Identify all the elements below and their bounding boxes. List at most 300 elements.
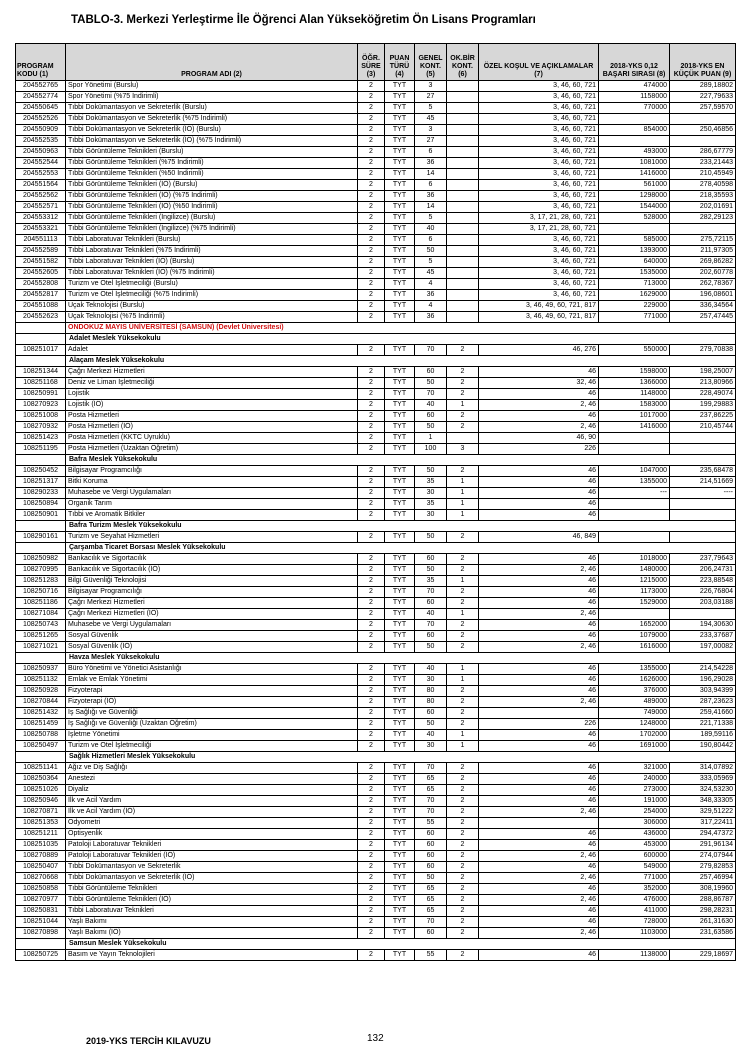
program-name-cell: Posta Hizmetleri xyxy=(66,411,358,422)
general-quota-cell: 65 xyxy=(415,895,447,906)
success-rank-cell: 1598000 xyxy=(599,367,670,378)
success-rank-cell: 1355000 xyxy=(599,477,670,488)
general-quota-cell: 70 xyxy=(415,587,447,598)
min-score-cell: 202,60778 xyxy=(670,268,736,279)
table-row xyxy=(16,180,736,191)
extra-quota-cell xyxy=(447,125,479,136)
table-row xyxy=(16,224,736,235)
table-row xyxy=(16,466,736,477)
duration-cell: 2 xyxy=(358,290,385,301)
table-row xyxy=(16,367,736,378)
general-quota-cell: 50 xyxy=(415,378,447,389)
program-name-cell: Patoloji Laboratuvar Teknikleri (İÖ) xyxy=(66,851,358,862)
general-quota-cell: 50 xyxy=(415,565,447,576)
duration-cell: 2 xyxy=(358,642,385,653)
conditions-cell: 2, 46 xyxy=(479,807,599,818)
program-name-cell: Deniz ve Liman İşletmeciliği xyxy=(66,378,358,389)
general-quota-cell: 30 xyxy=(415,675,447,686)
min-score-cell xyxy=(670,510,736,521)
table-row xyxy=(16,565,736,576)
general-quota-cell: 60 xyxy=(415,411,447,422)
conditions-cell: 3, 46, 60, 721 xyxy=(479,191,599,202)
score-type-cell: TYT xyxy=(385,697,415,708)
table-row xyxy=(16,763,736,774)
empty-code-cell xyxy=(16,334,66,345)
score-type-cell: TYT xyxy=(385,807,415,818)
success-rank-cell: 273000 xyxy=(599,785,670,796)
program-name-cell: Muhasebe ve Vergi Uygulamaları xyxy=(66,620,358,631)
extra-quota-cell xyxy=(447,433,479,444)
duration-cell: 2 xyxy=(358,576,385,587)
conditions-cell: 46, 849 xyxy=(479,532,599,543)
score-type-cell: TYT xyxy=(385,906,415,917)
success-rank-cell: 1616000 xyxy=(599,642,670,653)
program-code-cell: 108251008 xyxy=(16,411,66,422)
min-score-cell: 211,97305 xyxy=(670,246,736,257)
general-quota-cell: 50 xyxy=(415,873,447,884)
duration-cell: 2 xyxy=(358,609,385,620)
score-type-cell: TYT xyxy=(385,279,415,290)
program-name-cell: Bankacılık ve Sigortacılık (İÖ) xyxy=(66,565,358,576)
conditions-cell: 46 xyxy=(479,862,599,873)
header-program-code: PROGRAM KODU (1) xyxy=(16,44,66,81)
school-name: Bafra Turizm Meslek Yüksekokulu xyxy=(66,521,736,532)
duration-cell: 2 xyxy=(358,532,385,543)
table-row xyxy=(16,499,736,510)
table-row xyxy=(16,906,736,917)
duration-cell: 2 xyxy=(358,103,385,114)
general-quota-cell: 65 xyxy=(415,906,447,917)
extra-quota-cell: 2 xyxy=(447,686,479,697)
success-rank-cell xyxy=(599,114,670,125)
duration-cell: 2 xyxy=(358,862,385,873)
success-rank-cell: 352000 xyxy=(599,884,670,895)
conditions-cell: 3, 17, 21, 28, 60, 721 xyxy=(479,213,599,224)
table-row xyxy=(16,862,736,873)
success-rank-cell: 771000 xyxy=(599,312,670,323)
program-name-cell: İlk ve Acil Yardım (İÖ) xyxy=(66,807,358,818)
table-row xyxy=(16,851,736,862)
min-score-cell: 210,45949 xyxy=(670,169,736,180)
success-rank-cell: 1017000 xyxy=(599,411,670,422)
min-score-cell: 199,29883 xyxy=(670,400,736,411)
min-score-cell: 206,24731 xyxy=(670,565,736,576)
program-code-cell: 108250725 xyxy=(16,950,66,961)
score-type-cell: TYT xyxy=(385,928,415,939)
duration-cell: 2 xyxy=(358,697,385,708)
conditions-cell: 46 xyxy=(479,840,599,851)
success-rank-cell: 1158000 xyxy=(599,92,670,103)
program-code-cell: 204552562 xyxy=(16,191,66,202)
table-row xyxy=(16,246,736,257)
program-code-cell: 108270871 xyxy=(16,807,66,818)
score-type-cell: TYT xyxy=(385,477,415,488)
program-name-cell: İlk ve Acil Yardım xyxy=(66,796,358,807)
min-score-cell: 213,80966 xyxy=(670,378,736,389)
conditions-cell: 3, 46, 49, 60, 721, 817 xyxy=(479,301,599,312)
success-rank-cell: 1544000 xyxy=(599,202,670,213)
min-score-cell: 279,82853 xyxy=(670,862,736,873)
program-name-cell: Tıbbi Görüntüleme Teknikleri (İÖ) (Burslu) xyxy=(66,180,358,191)
program-code-cell: 108251211 xyxy=(16,829,66,840)
extra-quota-cell xyxy=(447,158,479,169)
school-name: Samsun Meslek Yüksekokulu xyxy=(66,939,736,950)
program-code-cell: 108250991 xyxy=(16,389,66,400)
success-rank-cell: 1416000 xyxy=(599,422,670,433)
extra-quota-cell xyxy=(447,136,479,147)
general-quota-cell: 55 xyxy=(415,818,447,829)
duration-cell: 2 xyxy=(358,796,385,807)
score-type-cell: TYT xyxy=(385,741,415,752)
score-type-cell: TYT xyxy=(385,642,415,653)
school-name: Havza Meslek Yüksekokulu xyxy=(66,653,736,664)
program-code-cell: 108270668 xyxy=(16,873,66,884)
program-code-cell: 204552535 xyxy=(16,136,66,147)
program-name-cell: Adalet xyxy=(66,345,358,356)
table-header-row xyxy=(16,44,736,81)
conditions-cell: 46 xyxy=(479,411,599,422)
duration-cell: 2 xyxy=(358,92,385,103)
score-type-cell: TYT xyxy=(385,719,415,730)
extra-quota-cell: 2 xyxy=(447,411,479,422)
program-name-cell: Ağız ve Diş Sağlığı xyxy=(66,763,358,774)
duration-cell: 2 xyxy=(358,180,385,191)
program-code-cell: 108251432 xyxy=(16,708,66,719)
general-quota-cell: 40 xyxy=(415,730,447,741)
score-type-cell: TYT xyxy=(385,345,415,356)
program-code-cell: 204553312 xyxy=(16,213,66,224)
extra-quota-cell xyxy=(447,213,479,224)
success-rank-cell: 1047000 xyxy=(599,466,670,477)
score-type-cell: TYT xyxy=(385,213,415,224)
conditions-cell xyxy=(479,818,599,829)
duration-cell: 2 xyxy=(358,477,385,488)
table-row xyxy=(16,378,736,389)
conditions-cell: 3, 46, 60, 721 xyxy=(479,103,599,114)
program-code-cell: 108251317 xyxy=(16,477,66,488)
general-quota-cell: 4 xyxy=(415,301,447,312)
table-row xyxy=(16,686,736,697)
program-code-cell: 108251035 xyxy=(16,840,66,851)
min-score-cell xyxy=(670,433,736,444)
min-score-cell: 324,53230 xyxy=(670,785,736,796)
table-row xyxy=(16,642,736,653)
table-row xyxy=(16,268,736,279)
extra-quota-cell: 2 xyxy=(447,598,479,609)
program-name-cell: Lojistik xyxy=(66,389,358,400)
general-quota-cell: 55 xyxy=(415,950,447,961)
extra-quota-cell xyxy=(447,257,479,268)
table-row xyxy=(16,873,736,884)
program-name-cell: Bilgi Güvenliği Teknolojisi xyxy=(66,576,358,587)
duration-cell: 2 xyxy=(358,631,385,642)
score-type-cell: TYT xyxy=(385,565,415,576)
duration-cell: 2 xyxy=(358,433,385,444)
success-rank-cell: 1535000 xyxy=(599,268,670,279)
program-name-cell: Spor Yönetimi (%75 İndirimli) xyxy=(66,92,358,103)
extra-quota-cell: 2 xyxy=(447,466,479,477)
program-name-cell: Çağrı Merkezi Hizmetleri xyxy=(66,367,358,378)
general-quota-cell: 5 xyxy=(415,213,447,224)
program-name-cell: Diyaliz xyxy=(66,785,358,796)
program-code-cell: 108250497 xyxy=(16,741,66,752)
header-extra-quota: OK.BİR KONT. (6) xyxy=(447,44,479,81)
extra-quota-cell xyxy=(447,191,479,202)
table-row xyxy=(16,169,736,180)
table-row xyxy=(16,829,736,840)
table-row xyxy=(16,807,736,818)
duration-cell: 2 xyxy=(358,598,385,609)
duration-cell: 2 xyxy=(358,136,385,147)
table-row xyxy=(16,697,736,708)
extra-quota-cell: 1 xyxy=(447,576,479,587)
program-name-cell: Turizm ve Seyahat Hizmetleri xyxy=(66,532,358,543)
duration-cell: 2 xyxy=(358,268,385,279)
score-type-cell: TYT xyxy=(385,587,415,598)
program-code-cell: 108251353 xyxy=(16,818,66,829)
min-score-cell: 231,63586 xyxy=(670,928,736,939)
program-name-cell: Spor Yönetimi (Burslu) xyxy=(66,81,358,92)
duration-cell: 2 xyxy=(358,279,385,290)
success-rank-cell: 1691000 xyxy=(599,741,670,752)
duration-cell: 2 xyxy=(358,785,385,796)
general-quota-cell: 60 xyxy=(415,829,447,840)
program-code-cell: 204552589 xyxy=(16,246,66,257)
program-name-cell: Tıbbi Laboratuvar Teknikleri (Burslu) xyxy=(66,235,358,246)
duration-cell: 2 xyxy=(358,906,385,917)
conditions-cell: 46 xyxy=(479,477,599,488)
score-type-cell: TYT xyxy=(385,598,415,609)
general-quota-cell: 50 xyxy=(415,246,447,257)
program-name-cell: Tıbbi Dokümantasyon ve Sekreterlik xyxy=(66,862,358,873)
general-quota-cell: 100 xyxy=(415,444,447,455)
program-name-cell: İş Sağlığı ve Güvenliği (Uzaktan Öğretim) xyxy=(66,719,358,730)
min-score-cell: 194,30630 xyxy=(670,620,736,631)
duration-cell: 2 xyxy=(358,389,385,400)
program-code-cell: 108251344 xyxy=(16,367,66,378)
duration-cell: 2 xyxy=(358,125,385,136)
success-rank-cell: 474000 xyxy=(599,81,670,92)
score-type-cell: TYT xyxy=(385,950,415,961)
score-type-cell: TYT xyxy=(385,796,415,807)
duration-cell: 2 xyxy=(358,719,385,730)
program-code-cell: 108290161 xyxy=(16,532,66,543)
program-code-cell: 108251186 xyxy=(16,598,66,609)
duration-cell: 2 xyxy=(358,895,385,906)
table-row xyxy=(16,675,736,686)
program-name-cell: Fizyoterapi xyxy=(66,686,358,697)
program-name-cell: Tıbbi Laboratuvar Teknikleri (İÖ) (%75 İndirimli) xyxy=(66,268,358,279)
program-name-cell: Tıbbi Görüntüleme Teknikleri (İngilizce) (%75 İndirimli) xyxy=(66,224,358,235)
extra-quota-cell: 2 xyxy=(447,554,479,565)
success-rank-cell: 749000 xyxy=(599,708,670,719)
success-rank-cell: 1416000 xyxy=(599,169,670,180)
success-rank-cell: 1148000 xyxy=(599,389,670,400)
general-quota-cell: 80 xyxy=(415,697,447,708)
conditions-cell: 3, 46, 60, 721 xyxy=(479,202,599,213)
success-rank-cell: 1079000 xyxy=(599,631,670,642)
conditions-cell: 3, 46, 60, 721 xyxy=(479,158,599,169)
score-type-cell: TYT xyxy=(385,488,415,499)
min-score-cell: 196,08601 xyxy=(670,290,736,301)
duration-cell: 2 xyxy=(358,367,385,378)
min-score-cell: 233,37687 xyxy=(670,631,736,642)
duration-cell: 2 xyxy=(358,246,385,257)
conditions-cell: 3, 46, 60, 721 xyxy=(479,257,599,268)
general-quota-cell: 60 xyxy=(415,862,447,873)
success-rank-cell: 1393000 xyxy=(599,246,670,257)
general-quota-cell: 3 xyxy=(415,125,447,136)
conditions-cell: 2, 46 xyxy=(479,642,599,653)
table-row xyxy=(16,818,736,829)
min-score-cell: 298,28231 xyxy=(670,906,736,917)
min-score-cell: 269,86282 xyxy=(670,257,736,268)
extra-quota-cell: 2 xyxy=(447,708,479,719)
duration-cell: 2 xyxy=(358,169,385,180)
table-row xyxy=(16,345,736,356)
program-code-cell: 108251459 xyxy=(16,719,66,730)
min-score-cell: 198,25007 xyxy=(670,367,736,378)
general-quota-cell: 36 xyxy=(415,191,447,202)
program-name-cell: Tıbbi Laboratuvar Teknikleri (İÖ) (Burslu) xyxy=(66,257,358,268)
duration-cell: 2 xyxy=(358,565,385,576)
program-code-cell: 108251026 xyxy=(16,785,66,796)
score-type-cell: TYT xyxy=(385,92,415,103)
min-score-cell: 274,07944 xyxy=(670,851,736,862)
program-code-cell: 204550963 xyxy=(16,147,66,158)
duration-cell: 2 xyxy=(358,818,385,829)
extra-quota-cell xyxy=(447,246,479,257)
program-code-cell: 108250894 xyxy=(16,499,66,510)
program-name-cell: Uçak Teknolojisi (%75 İndirimli) xyxy=(66,312,358,323)
general-quota-cell: 40 xyxy=(415,664,447,675)
school-name: Alaçam Meslek Yüksekokulu xyxy=(66,356,736,367)
extra-quota-cell: 2 xyxy=(447,763,479,774)
duration-cell: 2 xyxy=(358,345,385,356)
conditions-cell: 3, 46, 60, 721 xyxy=(479,114,599,125)
extra-quota-cell: 2 xyxy=(447,532,479,543)
score-type-cell: TYT xyxy=(385,499,415,510)
duration-cell: 2 xyxy=(358,554,385,565)
duration-cell: 2 xyxy=(358,114,385,125)
duration-cell: 2 xyxy=(358,774,385,785)
duration-cell: 2 xyxy=(358,587,385,598)
min-score-cell: 226,76804 xyxy=(670,587,736,598)
university-name: ONDOKUZ MAYIS ÜNİVERSİTESİ (SAMSUN) (Devlet Üniversitesi) xyxy=(66,323,736,334)
program-name-cell: Anestezi xyxy=(66,774,358,785)
program-code-cell: 108251017 xyxy=(16,345,66,356)
duration-cell: 2 xyxy=(358,466,385,477)
table-row xyxy=(16,917,736,928)
min-score-cell: 278,40598 xyxy=(670,180,736,191)
min-score-cell xyxy=(670,532,736,543)
conditions-cell: 46 xyxy=(479,554,599,565)
conditions-cell: 46, 276 xyxy=(479,345,599,356)
general-quota-cell: 45 xyxy=(415,268,447,279)
table-row xyxy=(16,136,736,147)
program-name-cell: İş Sağlığı ve Güvenliği xyxy=(66,708,358,719)
min-score-cell: 223,88548 xyxy=(670,576,736,587)
success-rank-cell: 436000 xyxy=(599,829,670,840)
score-type-cell: TYT xyxy=(385,554,415,565)
score-type-cell: TYT xyxy=(385,158,415,169)
score-type-cell: TYT xyxy=(385,444,415,455)
header-conditions: ÖZEL KOŞUL VE AÇIKLAMALAR (7) xyxy=(479,44,599,81)
extra-quota-cell: 2 xyxy=(447,565,479,576)
score-type-cell: TYT xyxy=(385,202,415,213)
min-score-cell: 196,29028 xyxy=(670,675,736,686)
extra-quota-cell xyxy=(447,92,479,103)
extra-quota-cell: 1 xyxy=(447,609,479,620)
extra-quota-cell xyxy=(447,114,479,125)
success-rank-cell: 1702000 xyxy=(599,730,670,741)
general-quota-cell: 70 xyxy=(415,796,447,807)
success-rank-cell: 1173000 xyxy=(599,587,670,598)
score-type-cell: TYT xyxy=(385,532,415,543)
success-rank-cell: 1298000 xyxy=(599,191,670,202)
extra-quota-cell: 2 xyxy=(447,587,479,598)
conditions-cell: 46 xyxy=(479,631,599,642)
table-row xyxy=(16,477,736,488)
conditions-cell: 2, 46 xyxy=(479,895,599,906)
program-name-cell: Patoloji Laboratuvar Teknikleri xyxy=(66,840,358,851)
extra-quota-cell: 2 xyxy=(447,631,479,642)
program-name-cell: Tıbbi Dokümantasyon ve Sekreterlik (İÖ) xyxy=(66,873,358,884)
table-body xyxy=(16,81,736,961)
success-rank-cell: 229000 xyxy=(599,301,670,312)
score-type-cell: TYT xyxy=(385,917,415,928)
success-rank-cell: 600000 xyxy=(599,851,670,862)
duration-cell: 2 xyxy=(358,686,385,697)
extra-quota-cell xyxy=(447,290,479,301)
header-duration: ÖĞR. SÜRE (3) xyxy=(358,44,385,81)
program-name-cell: Tıbbi Görüntüleme Teknikleri (İngilizce) (Burslu) xyxy=(66,213,358,224)
table-row xyxy=(16,532,736,543)
extra-quota-cell: 2 xyxy=(447,807,479,818)
program-name-cell: Organik Tarım xyxy=(66,499,358,510)
program-code-cell: 108250982 xyxy=(16,554,66,565)
program-name-cell: Turizm ve Otel İşletmeciliği xyxy=(66,741,358,752)
program-code-cell: 204551113 xyxy=(16,235,66,246)
conditions-cell: 2, 46 xyxy=(479,873,599,884)
table-row xyxy=(16,587,736,598)
extra-quota-cell xyxy=(447,180,479,191)
general-quota-cell: 30 xyxy=(415,741,447,752)
program-name-cell: Posta Hizmetleri (Uzaktan Öğretim) xyxy=(66,444,358,455)
score-type-cell: TYT xyxy=(385,466,415,477)
conditions-cell: 46 xyxy=(479,598,599,609)
success-rank-cell: 1248000 xyxy=(599,719,670,730)
general-quota-cell: 60 xyxy=(415,851,447,862)
general-quota-cell: 60 xyxy=(415,840,447,851)
success-rank-cell: 528000 xyxy=(599,213,670,224)
min-score-cell: 214,51669 xyxy=(670,477,736,488)
general-quota-cell: 35 xyxy=(415,499,447,510)
extra-quota-cell: 2 xyxy=(447,345,479,356)
program-code-cell: 108250858 xyxy=(16,884,66,895)
conditions-cell: 46 xyxy=(479,664,599,675)
program-code-cell: 108270995 xyxy=(16,565,66,576)
score-type-cell: TYT xyxy=(385,851,415,862)
success-rank-cell xyxy=(599,444,670,455)
score-type-cell: TYT xyxy=(385,246,415,257)
conditions-cell: 46 xyxy=(479,389,599,400)
extra-quota-cell: 2 xyxy=(447,697,479,708)
conditions-cell: 3, 46, 60, 721 xyxy=(479,169,599,180)
score-type-cell: TYT xyxy=(385,169,415,180)
conditions-cell: 2, 46 xyxy=(479,565,599,576)
program-name-cell: Tıbbi Görüntüleme Teknikleri (İÖ) (%75 İndirimli) xyxy=(66,191,358,202)
